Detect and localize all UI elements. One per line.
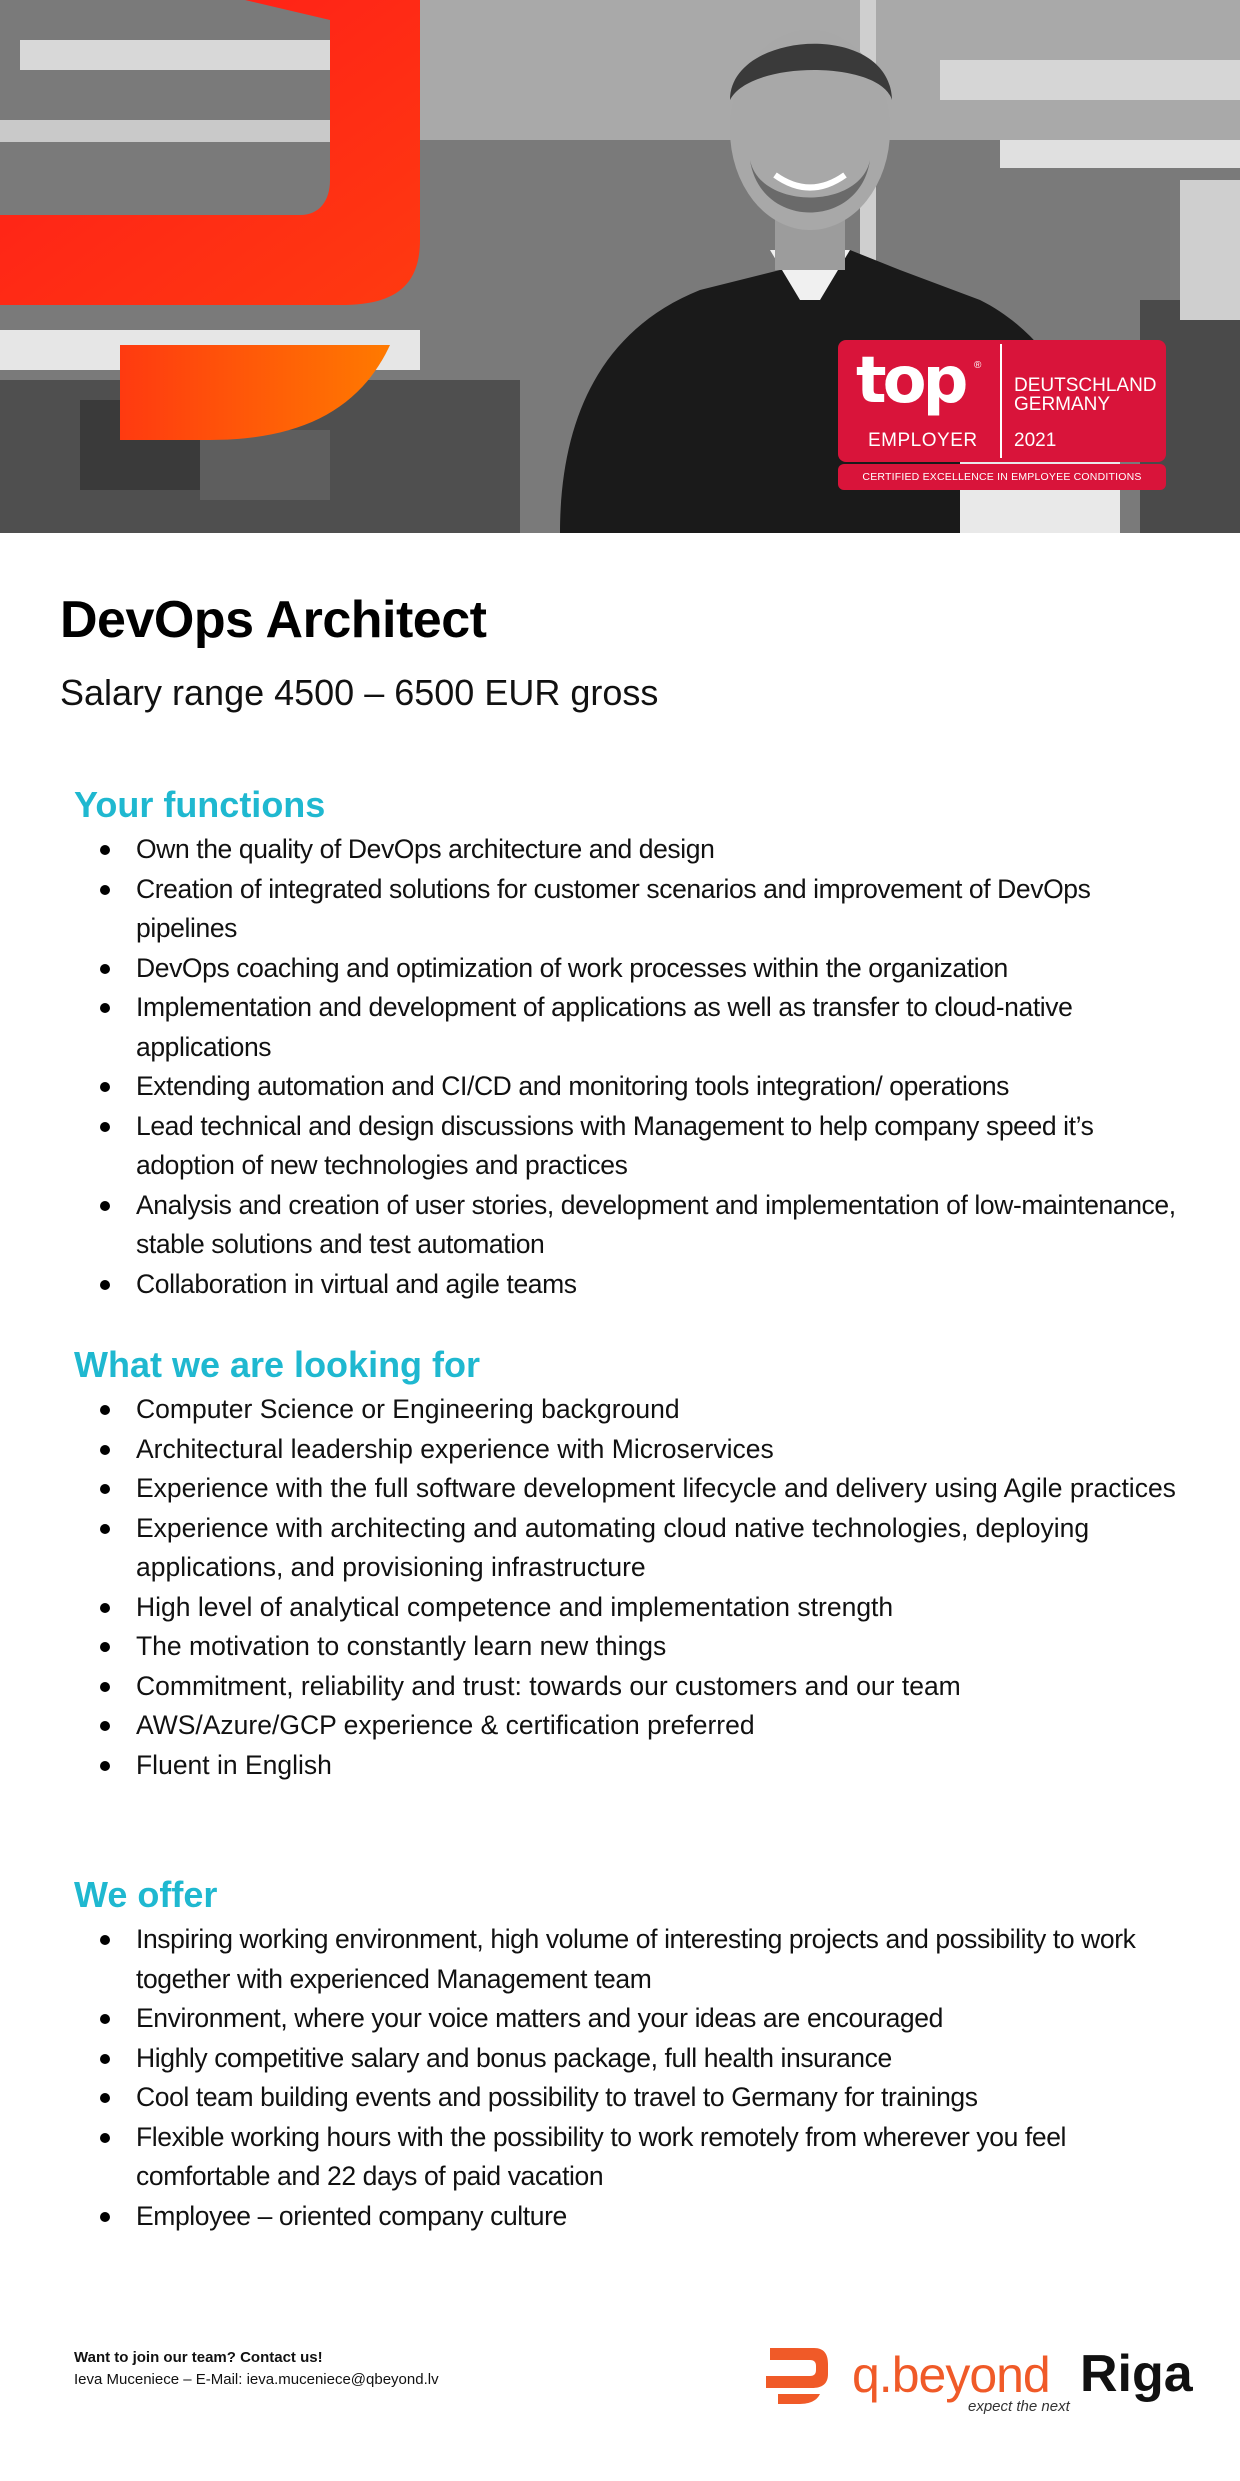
contact-block bbox=[74, 2347, 439, 2391]
functions-list bbox=[74, 830, 1194, 1304]
list-item: DevOps coaching and optimization of work processes within the organization bbox=[136, 949, 1194, 989]
list-item: Experience with architecting and automating cloud native technologies, deploying applications, and provisioning infrastructure bbox=[136, 1509, 1194, 1588]
section-heading: We offer bbox=[74, 1874, 218, 1915]
salary-range: Salary range 4500 – 6500 EUR gross bbox=[60, 672, 659, 713]
section-what-we-are-looking-for bbox=[74, 1342, 1194, 1785]
badge-employer-text: EMPLOYER bbox=[868, 430, 978, 451]
list-item: Extending automation and CI/CD and monitoring tools integration/ operations bbox=[136, 1067, 1194, 1107]
list-item: Commitment, reliability and trust: towards our customers and our team bbox=[136, 1667, 1194, 1707]
section-heading: Your functions bbox=[74, 784, 326, 825]
contact-email-line[interactable]: Ieva Muceniece – E-Mail: ieva.muceniece@qbeyond.lv bbox=[74, 2371, 439, 2388]
list-item: Environment, where your voice matters and your ideas are encouraged bbox=[136, 1999, 1194, 2039]
hero-banner bbox=[0, 0, 1240, 533]
list-item: Cool team building events and possibility to travel to Germany for trainings bbox=[136, 2078, 1194, 2118]
qbeyond-logo-shape bbox=[0, 0, 440, 533]
list-item: Analysis and creation of user stories, development and implementation of low-maintenance, stable solutions and test automation bbox=[136, 1186, 1194, 1265]
list-item: Inspiring working environment, high volume of interesting projects and possibility to work together with experienced Management team bbox=[136, 1920, 1194, 1999]
brand-city: Riga bbox=[1080, 2345, 1193, 2403]
badge-year-text: 2021 bbox=[1014, 430, 1057, 451]
list-item: AWS/Azure/GCP experience & certification preferred bbox=[136, 1706, 1194, 1746]
list-item: The motivation to constantly learn new things bbox=[136, 1627, 1194, 1667]
list-item: Implementation and development of applications as well as transfer to cloud-native applications bbox=[136, 988, 1194, 1067]
list-item: Computer Science or Engineering background bbox=[136, 1390, 1194, 1430]
section-your-functions bbox=[74, 782, 1194, 1304]
job-title: DevOps Architect bbox=[60, 591, 487, 649]
brand-name: q.beyond bbox=[852, 2347, 1050, 2403]
qbeyond-logo-icon bbox=[762, 2344, 832, 2406]
list-item: Experience with the full software development lifecycle and delivery using Agile practices bbox=[136, 1469, 1194, 1509]
badge-top-text: top bbox=[856, 344, 965, 418]
top-employer-badge bbox=[838, 340, 1166, 490]
list-item: High level of analytical competence and implementation strength bbox=[136, 1588, 1194, 1628]
list-item: Flexible working hours with the possibility to work remotely from wherever you feel comfortable and 22 days of paid vacation bbox=[136, 2118, 1194, 2197]
badge-left-panel bbox=[842, 344, 1002, 458]
badge-registered-mark: ® bbox=[974, 360, 982, 371]
badge-country-text: DEUTSCHLAND GERMANY bbox=[1014, 375, 1157, 415]
badge-certified-strip: CERTIFIED EXCELLENCE IN EMPLOYEE CONDITIONS bbox=[838, 464, 1166, 490]
brand-tagline: expect the next bbox=[968, 2398, 1070, 2415]
list-item: Own the quality of DevOps architecture and design bbox=[136, 830, 1194, 870]
list-item: Architectural leadership experience with Microservices bbox=[136, 1430, 1194, 1470]
qbeyond-riga-logo bbox=[762, 2336, 1192, 2416]
contact-heading: Want to join our team? Contact us! bbox=[74, 2349, 323, 2366]
list-item: Employee – oriented company culture bbox=[136, 2197, 1194, 2237]
section-we-offer bbox=[74, 1872, 1194, 2236]
list-item: Highly competitive salary and bonus package, full health insurance bbox=[136, 2039, 1194, 2079]
list-item: Lead technical and design discussions with Management to help company speed it’s adoption of new technologies and practices bbox=[136, 1107, 1194, 1186]
section-heading: What we are looking for bbox=[74, 1344, 481, 1385]
requirements-list bbox=[74, 1390, 1194, 1785]
badge-panel bbox=[838, 340, 1166, 462]
list-item: Collaboration in virtual and agile teams bbox=[136, 1265, 1194, 1305]
list-item: Fluent in English bbox=[136, 1746, 1194, 1786]
list-item: Creation of integrated solutions for customer scenarios and improvement of DevOps pipelines bbox=[136, 870, 1194, 949]
offer-list bbox=[74, 1920, 1194, 2236]
